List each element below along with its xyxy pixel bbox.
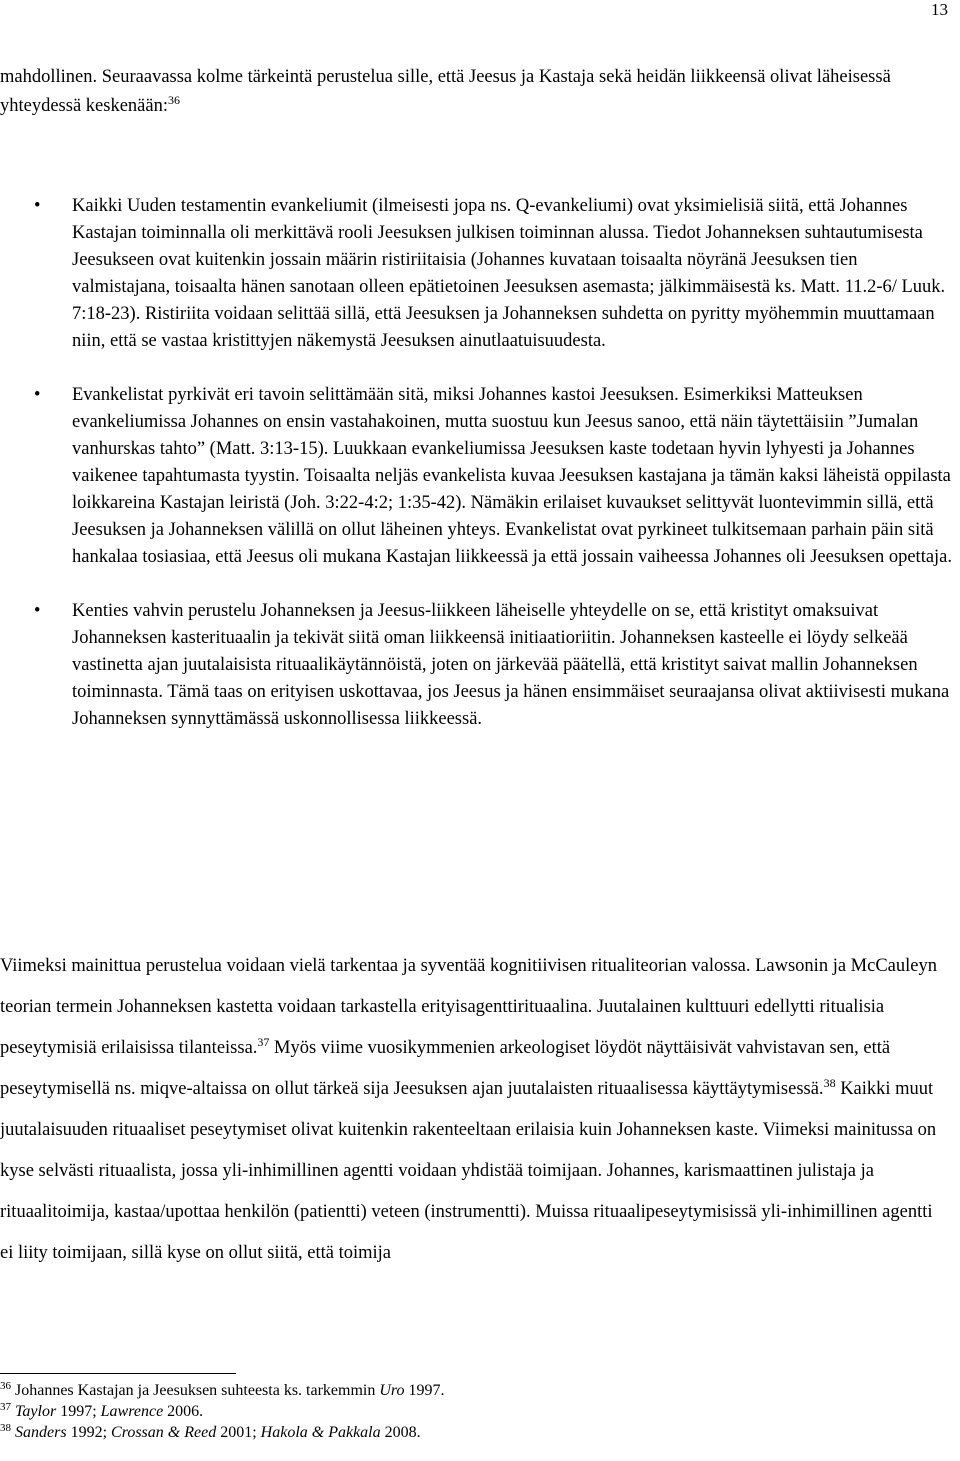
footnote-37 xyxy=(0,1401,950,1422)
bullet-dot-icon: • xyxy=(34,196,41,216)
footnote-author: Taylor xyxy=(15,1403,57,1420)
footnote-author: Lawrence xyxy=(100,1403,164,1420)
bullet-list xyxy=(0,193,952,760)
paragraph-part-3: Kaikki muut juutalaisuuden rituaaliset peseytymiset olivat kuitenkin rakenteeltaan erilaisia kuin Johanneksen kaste. Viimeksi mainitussa on kyse selvästi rituaalista, jossa yli-inhimillinen agentti voidaan yhdistää toimijaan. Johannes, karismaattinen julistaja ja rituaalitoimija, kastaa/upottaa henkilön (patientti) veteen (instrumentti). Muissa rituaalipeseytymisissä yli-inhimillinen agentti ei liity toimijaan, sillä kyse on ollut siitä, että toimija xyxy=(0,1079,937,1263)
bullet-dot-icon: • xyxy=(34,385,41,405)
intro-paragraph xyxy=(0,63,950,121)
footnote-ref-37: 37 xyxy=(257,1035,270,1049)
footnote-ref-38: 38 xyxy=(823,1076,836,1090)
page-number: 13 xyxy=(931,0,948,19)
paragraph-part-2: Myös viime vuosikymmenien arkeologiset löydöt näyttäisivät vahvistavan sen, että peseytymisellä ns. miqve-altaissa on ollut tärkeä sija Jeesuksen ajan juutalaisten rituaalisessa käyttäytymisessä. xyxy=(0,1038,891,1099)
footnote-text: 2008. xyxy=(380,1424,421,1441)
footnote-text: 2001; xyxy=(216,1424,261,1441)
bullet-item-3 xyxy=(0,598,952,733)
footnote-text: Johannes Kastajan ja Jeesuksen suhteesta ks. tarkemmin xyxy=(15,1382,380,1399)
footnote-separator xyxy=(0,1373,236,1374)
footnote-text: 1992; xyxy=(66,1424,112,1441)
footnote-number: 38 xyxy=(0,1422,11,1434)
footnote-text: 1997; xyxy=(56,1403,101,1420)
body-paragraph xyxy=(0,946,950,1274)
footnote-author: Crossan & Reed xyxy=(111,1424,217,1441)
footnote-36 xyxy=(0,1380,950,1401)
bullet-text-3: Kenties vahvin perustelu Johanneksen ja Jeesus-liikkeen läheiselle yhteydelle on se, että kristityt omaksuivat Johanneksen kasterituaalin ja tekivät siitä oman liikkeensä initiaatioriitin. Johanneksen kasteelle ei löydy selkeää vastinetta ajan juutalaisista rituaalikäytännöistä, joten on järkevää päätellä, että kristityt saivat mallin Johanneksen toiminnasta. Tämä taas on erityisen uskottavaa, jos Jeesus ja hänen ensimmäiset seuraajansa olivat aktiivisesti mukana Johanneksen synnyttämässä uskonnollisessa liikkeessä. xyxy=(72,601,950,729)
footnote-author: Sanders xyxy=(15,1424,67,1441)
bullet-text-2: Evankelistat pyrkivät eri tavoin selittämään sitä, miksi Johannes kastoi Jeesuksen. Esimerkiksi Matteuksen evankeliumissa Johannes on ensin vastahakoinen, mutta suostuu kun Jeesus sanoo, että näin täytettäisiin ”Jumalan vanhurskas tahto” (Matt. 3:13-15). Luukkaan evankeliumissa Jeesuksen kaste todetaan hyvin lyhyesti ja Johannes vaikenee tapahtumasta tyystin. Toisaalta neljäs evankelista kuvaa Jeesuksen kastajana ja tämän kaksi läheistä oppilasta loikkareina Kastajan leiristä (Joh. 3:22-4:2; 1:35-42). Nämäkin erilaiset kuvaukset selittyvät luontevimmin sillä, että Jeesuksen ja Johanneksen välillä on ollut läheinen yhteys. Evankelistat ovat pyrkineet tulkitsemaan parhain päin sitä hankalaa tosiasiaa, että Jeesus oli mukana Kastajan liikkeessä ja että jossain vaiheessa Johannes oli Jeesuksen opettaja. xyxy=(72,385,953,567)
bullet-item-2 xyxy=(0,382,952,571)
footnote-text: 1997. xyxy=(404,1382,445,1399)
footnotes xyxy=(0,1380,950,1443)
footnote-author: Uro xyxy=(379,1382,405,1399)
bullet-dot-icon: • xyxy=(34,601,41,621)
bullet-item-1 xyxy=(0,193,952,355)
footnote-number: 36 xyxy=(0,1380,11,1392)
bullet-text-1: Kaikki Uuden testamentin evankeliumit (ilmeisesti jopa ns. Q-evankeliumi) ovat yksimielisiä siitä, että Johannes Kastajan toiminnalla oli merkittävä rooli Jeesuksen julkisen toiminnan alussa. Tiedot Johanneksen suhtautumisesta Jeesukseen ovat kuitenkin jossain määrin ristiriitaisia (Johannes kuvataan toisaalta nöyränä Jeesuksen tien valmistajana, toisaalta hänen sanotaan olleen epätietoinen Jeesuksen asemasta; jälkimmäisestä ks. Matt. 11.2-6/ Luuk. 7:18-23). Ristiriita voidaan selittää sillä, että Jeesuksen ja Johanneksen suhdetta on pyritty myöhemmin muuttamaan niin, että se vastaa kristittyjen näkemystä Jeesuksen ainutlaatuisuudesta. xyxy=(72,196,946,351)
footnote-author: Hakola & Pakkala xyxy=(260,1424,381,1441)
footnote-text: 2006. xyxy=(163,1403,204,1420)
footnote-38 xyxy=(0,1422,950,1443)
paragraph-part-1: Viimeksi mainittua perustelua voidaan vielä tarkentaa ja syventää kognitiivisen ritualiteorian valossa. Lawsonin ja McCauleyn teorian termein Johanneksen kastetta voidaan tarkastella erityisagenttirituaalina. Juutalainen kulttuuri edellytti ritualisia peseytymisiä erilaisissa tilanteissa. xyxy=(0,956,937,1058)
footnote-number: 37 xyxy=(0,1401,11,1413)
footnote-ref-36: 36 xyxy=(167,93,180,107)
intro-text: mahdollinen. Seuraavassa kolme tärkeintä perustelua sille, että Jeesus ja Kastaja sekä heidän liikkeensä olivat läheisessä yhteydessä keskenään: xyxy=(0,67,891,116)
